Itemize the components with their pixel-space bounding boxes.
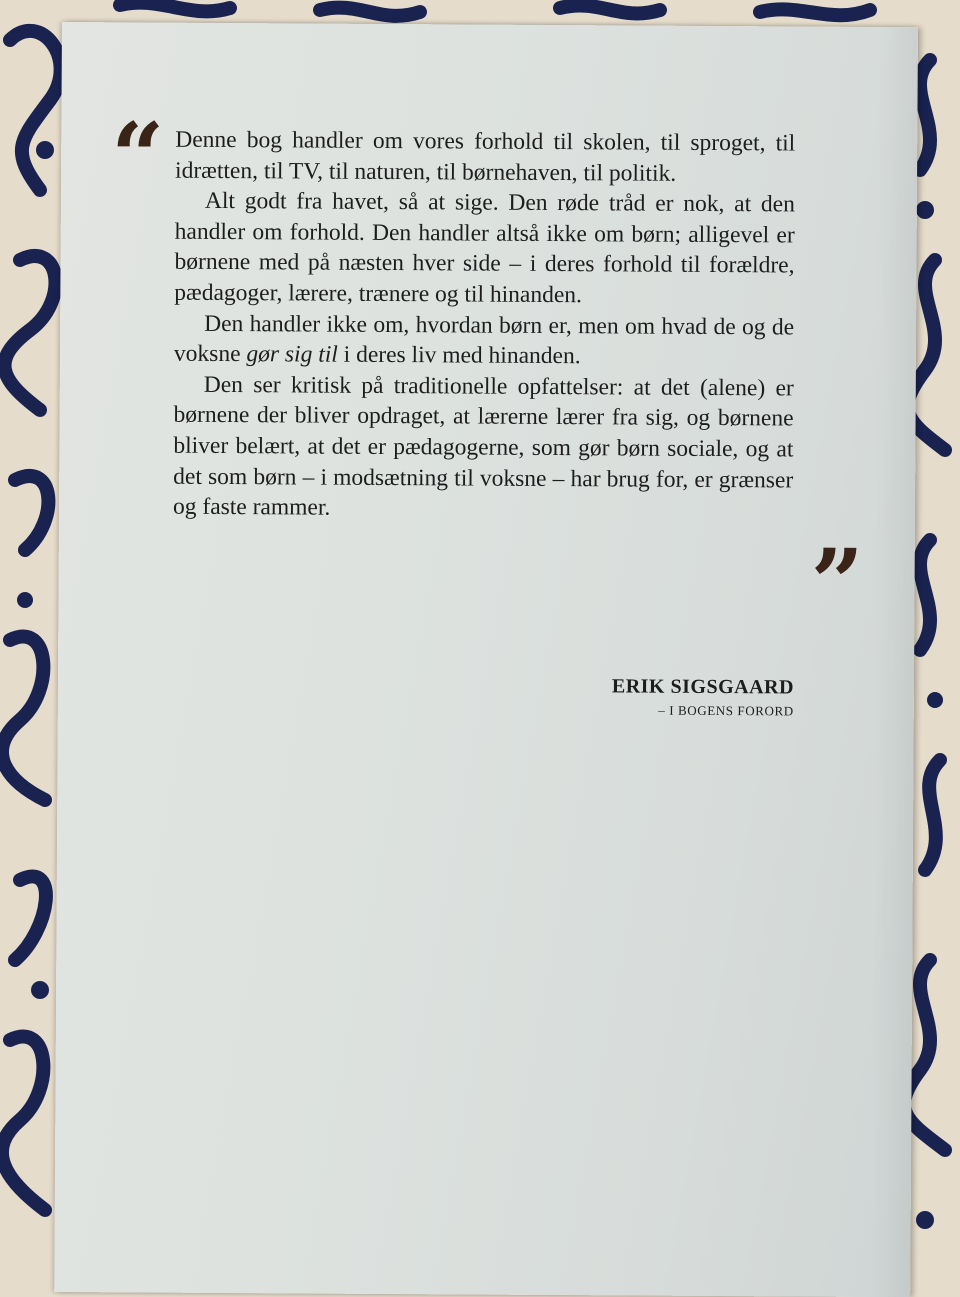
quote-body xyxy=(173,125,795,526)
attribution-source: – I BOGENS FORORD xyxy=(658,702,794,719)
book-back-cover xyxy=(54,22,918,1297)
open-quote-mark: “ xyxy=(110,102,165,211)
quote-paragraph: Den handler ikke om, hvordan børn er, men om hvad de og de voksne gør sig til i deres liv med hinanden. xyxy=(173,310,795,370)
attribution xyxy=(612,675,794,719)
quote-paragraph: Alt godt fra havet, så at sige. Den røde tråd er nok, at den handler om forhold. Den handler altså ikke om børn; alligevel er børnene med på næsten hver side – i deres forhold til forældre, pædagoger, lærere, trænere og til hinanden. xyxy=(174,188,795,309)
quote-paragraph: Den ser kritisk på traditionelle opfattelser: at det (alene) er børnene der bliver opdraget, at lærerne lærer fra sig, og børnene bliver belært, at det er pædagogerne, som gør børn sociale, og at det som børn – i modsætning til voksne – har brug for, er grænser og faste rammer. xyxy=(172,371,794,521)
close-quote-mark: ” xyxy=(810,528,864,637)
italic-phrase: gør sig til xyxy=(246,341,338,368)
quote-paragraph: Denne bog handler om vores forhold til skolen, til sproget, til idrætten, til TV, til naturen, til børnehaven, til politik. xyxy=(175,126,796,187)
author-name: ERIK SIGSGAARD xyxy=(611,675,795,699)
